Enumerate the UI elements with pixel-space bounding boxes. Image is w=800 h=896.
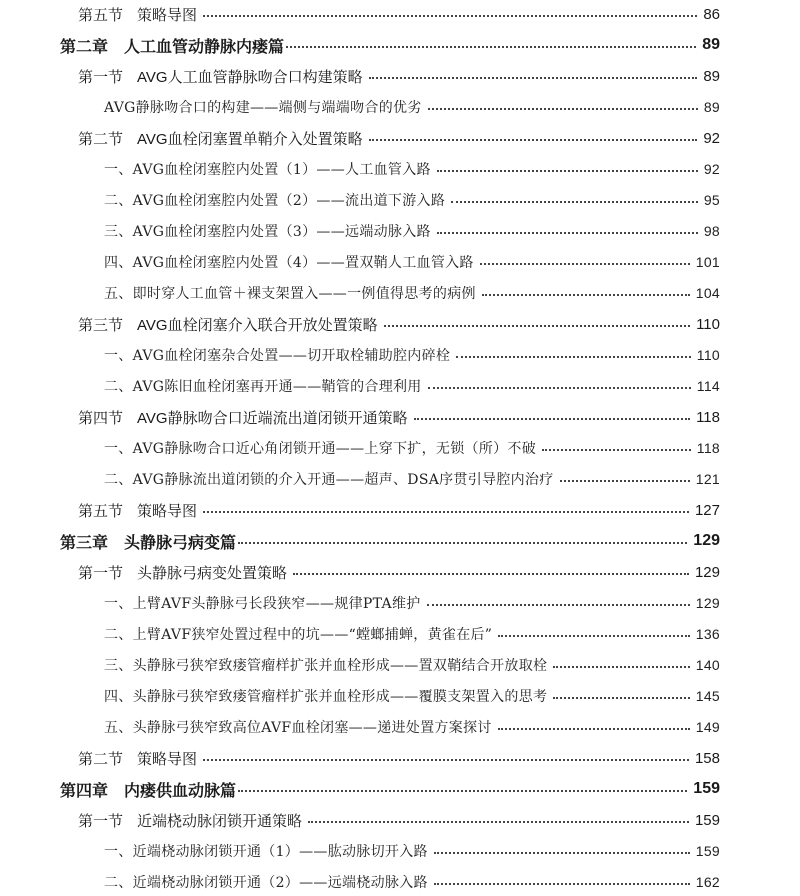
dot-leader [542, 449, 691, 451]
dot-leader [238, 542, 687, 544]
toc-entry-number: 第四节 [78, 409, 124, 427]
toc-entry-title [78, 407, 408, 428]
toc-entry-text: 内瘘供血动脉篇 [124, 782, 237, 800]
toc-entry-text: 策略导图 [137, 750, 198, 768]
toc-chapter-row[interactable] [60, 527, 720, 555]
dot-leader [286, 46, 696, 48]
toc-item-row[interactable] [104, 93, 720, 121]
toc-page-number: 92 [703, 161, 720, 177]
toc-entry-title [78, 4, 197, 25]
toc-entry-title [104, 252, 474, 272]
toc-entry-text: 一、近端桡动脉闭锁开通（1）——肱动脉切开入路 [104, 844, 428, 860]
toc-entry-title [60, 778, 236, 801]
toc-page-number: 145 [695, 688, 720, 704]
toc-entry-text: AVG静脉吻合口的构建——端侧与端端吻合的优劣 [104, 100, 422, 116]
dot-leader [437, 170, 698, 172]
toc-entry-text: AVG静脉吻合口近端流出道闭锁开通策略 [137, 409, 408, 427]
toc-entry-text: 五、头静脉弓狭窄致高位AVF血栓闭塞——递进处置方案探讨 [104, 720, 492, 736]
dot-leader [203, 511, 689, 513]
toc-page-number: 129 [694, 563, 720, 581]
toc-entry-text: 一、AVG血栓闭塞腔内处置（1）——人工血管入路 [104, 162, 431, 178]
toc-entry-number: 第一节 [78, 564, 124, 582]
dot-leader [482, 294, 690, 296]
toc-section-row[interactable] [78, 558, 720, 586]
toc-entry-title [104, 97, 422, 117]
dot-leader [428, 108, 698, 110]
toc-item-row[interactable] [104, 341, 720, 369]
toc-entry-text: 三、头静脉弓狭窄致瘘管瘤样扩张并血栓形成——置双鞘结合开放取栓 [104, 658, 548, 674]
toc-page-number: 114 [696, 378, 720, 394]
toc-item-row[interactable] [104, 682, 720, 710]
toc-item-row[interactable] [104, 248, 720, 276]
toc-entry-number: 第五节 [78, 502, 124, 520]
toc-section-row[interactable] [78, 806, 720, 834]
toc-entry-title [104, 159, 431, 179]
toc-entry-title [60, 34, 284, 57]
toc-page-number: 98 [703, 223, 720, 239]
toc-entry-text: 一、AVG血栓闭塞杂合处置——切开取栓辅助腔内碎栓 [104, 348, 451, 364]
toc-section-row[interactable] [78, 744, 720, 772]
dot-leader [203, 759, 689, 761]
toc-entry-text: 一、AVG静脉吻合口近心角闭锁开通——上穿下扩，无锁（所）不破 [104, 441, 537, 457]
toc-chapter-row[interactable] [60, 31, 720, 59]
dot-leader [480, 263, 690, 265]
toc-item-row[interactable] [104, 279, 720, 307]
toc-entry-text: 三、AVG血栓闭塞腔内处置（3）——远端动脉入路 [104, 224, 431, 240]
toc-page-number: 149 [695, 719, 720, 735]
toc-entry-title [104, 469, 554, 489]
toc-entry-text: 头静脉弓病变篇 [124, 534, 237, 552]
toc-page-number: 89 [703, 67, 720, 85]
toc-entry-title [60, 530, 236, 553]
toc-entry-text: 二、AVG陈旧血栓闭塞再开通——鞘管的合理利用 [104, 379, 422, 395]
dot-leader [553, 666, 689, 668]
toc-page-number: 95 [703, 192, 720, 208]
toc-entry-title [104, 717, 492, 737]
toc-entry-title [104, 872, 428, 892]
dot-leader [437, 232, 698, 234]
toc-entry-title [104, 841, 428, 861]
dot-leader [293, 573, 689, 575]
toc-page-number: 118 [696, 408, 720, 426]
toc-entry-title [104, 221, 431, 241]
dot-leader [428, 387, 691, 389]
dot-leader [369, 77, 698, 79]
dot-leader [451, 201, 698, 203]
toc-entry-text: 二、AVG静脉流出道闭锁的介入开通——超声、DSA序贯引导腔内治疗 [104, 472, 554, 488]
toc-page-number: 140 [695, 657, 720, 673]
toc-item-row[interactable] [104, 651, 720, 679]
toc-page-number: 118 [696, 440, 720, 456]
toc-entry-title [104, 345, 450, 365]
toc-entry-text: AVG血栓闭塞置单鞘介入处置策略 [137, 130, 363, 148]
toc-entry-text: 一、上臂AVF头静脉弓长段狭窄——规律PTA维护 [104, 596, 421, 612]
dot-leader [456, 356, 691, 358]
toc-entry-text: 二、AVG血栓闭塞腔内处置（2）——流出道下游入路 [104, 193, 446, 209]
toc-entry-text: 近端桡动脉闭锁开通策略 [137, 812, 303, 830]
toc-entry-title [78, 66, 363, 87]
toc-item-row[interactable] [104, 217, 720, 245]
toc-entry-text: 二、上臂AVF狭窄处置过程中的坑——“螳螂捕蝉，黄雀在后” [104, 627, 493, 643]
toc-item-row[interactable] [104, 465, 720, 493]
toc-entry-number: 第二章 [60, 38, 109, 56]
toc-page-number: 104 [695, 285, 720, 301]
toc-item-row[interactable] [104, 713, 720, 741]
dot-leader [203, 15, 697, 17]
toc-item-row[interactable] [104, 434, 720, 462]
dot-leader [434, 883, 690, 885]
toc-page-number: 159 [695, 843, 720, 859]
toc-entry-title [78, 810, 302, 831]
toc-page-number: 101 [695, 254, 720, 270]
toc-entry-title [104, 438, 536, 458]
dot-leader [369, 139, 698, 141]
toc-entry-text: 策略导图 [137, 6, 198, 24]
toc-page-number: 86 [703, 5, 720, 23]
toc-entry-number: 第三章 [60, 534, 109, 552]
toc-entry-number: 第四章 [60, 782, 109, 800]
toc-entry-text: 二、近端桡动脉闭锁开通（2）——远端桡动脉入路 [104, 875, 428, 891]
toc-entry-text: AVG血栓闭塞介入联合开放处置策略 [137, 316, 378, 334]
dot-leader [308, 821, 689, 823]
toc-page-number: 159 [693, 780, 720, 797]
toc-item-row[interactable] [104, 620, 720, 648]
toc-entry-text: 五、即时穿人工血管＋裸支架置入——一例值得思考的病例 [104, 286, 476, 302]
dot-leader [427, 604, 690, 606]
toc-entry-number: 第二节 [78, 750, 124, 768]
dot-leader [498, 635, 689, 637]
toc-page-number: 89 [702, 36, 720, 53]
dot-leader [384, 325, 690, 327]
toc-entry-number: 第三节 [78, 316, 124, 334]
toc-page-number: 121 [695, 471, 720, 487]
dot-leader [560, 480, 690, 482]
dot-leader [553, 697, 689, 699]
toc-item-row[interactable] [104, 372, 720, 400]
toc-entry-title [104, 655, 547, 675]
dot-leader [238, 790, 687, 792]
toc-page-number: 162 [695, 874, 720, 890]
toc-page-number: 110 [696, 347, 720, 363]
toc-page-number: 127 [694, 501, 720, 519]
toc-entry-title [104, 593, 421, 613]
toc-page-number: 129 [693, 532, 720, 549]
toc-entry-title [104, 283, 476, 303]
toc-section-row[interactable] [78, 496, 720, 524]
toc-item-row[interactable] [104, 186, 720, 214]
toc-page-number: 158 [694, 749, 720, 767]
toc-chapter-row[interactable] [60, 775, 720, 803]
toc-item-row[interactable] [104, 868, 720, 896]
toc-entry-number: 第一节 [78, 812, 124, 830]
toc-page-number: 89 [703, 99, 720, 115]
toc-entry-title [104, 190, 445, 210]
toc-page-number: 159 [694, 811, 720, 829]
toc-entry-title [78, 500, 197, 521]
toc-entry-title [104, 686, 547, 706]
toc-page-number: 92 [703, 129, 720, 147]
toc-entry-text: 策略导图 [137, 502, 198, 520]
toc-entry-number: 第五节 [78, 6, 124, 24]
toc-section-row[interactable] [78, 124, 720, 152]
toc-entry-text: 四、AVG血栓闭塞腔内处置（4）——置双鞘人工血管入路 [104, 255, 474, 271]
toc-page-number: 136 [695, 626, 720, 642]
toc-section-row[interactable] [78, 0, 720, 28]
toc-entry-title [104, 624, 492, 644]
toc-entry-text: 头静脉弓病变处置策略 [137, 564, 288, 582]
toc-entry-text: 人工血管动静脉内瘘篇 [124, 38, 285, 56]
toc-page-number: 110 [696, 315, 720, 333]
toc-entry-number: 第一节 [78, 68, 124, 86]
toc-page-number: 129 [695, 595, 720, 611]
toc-entry-number: 第二节 [78, 130, 124, 148]
dot-leader [414, 418, 690, 420]
toc-entry-text: AVG人工血管静脉吻合口构建策略 [137, 68, 363, 86]
toc-item-row[interactable] [104, 837, 720, 865]
toc-entry-title [78, 562, 287, 583]
toc-item-row[interactable] [104, 589, 720, 617]
toc-section-row[interactable] [78, 310, 720, 338]
dot-leader [434, 852, 690, 854]
toc-entry-title [78, 748, 197, 769]
toc-item-row[interactable] [104, 155, 720, 183]
toc-entry-title [78, 314, 378, 335]
toc-section-row[interactable] [78, 403, 720, 431]
toc-entry-title [104, 376, 422, 396]
toc-entry-text: 四、头静脉弓狭窄致瘘管瘤样扩张并血栓形成——覆膜支架置入的思考 [104, 689, 548, 705]
toc-entry-title [78, 128, 363, 149]
toc-section-row[interactable] [78, 62, 720, 90]
dot-leader [498, 728, 690, 730]
